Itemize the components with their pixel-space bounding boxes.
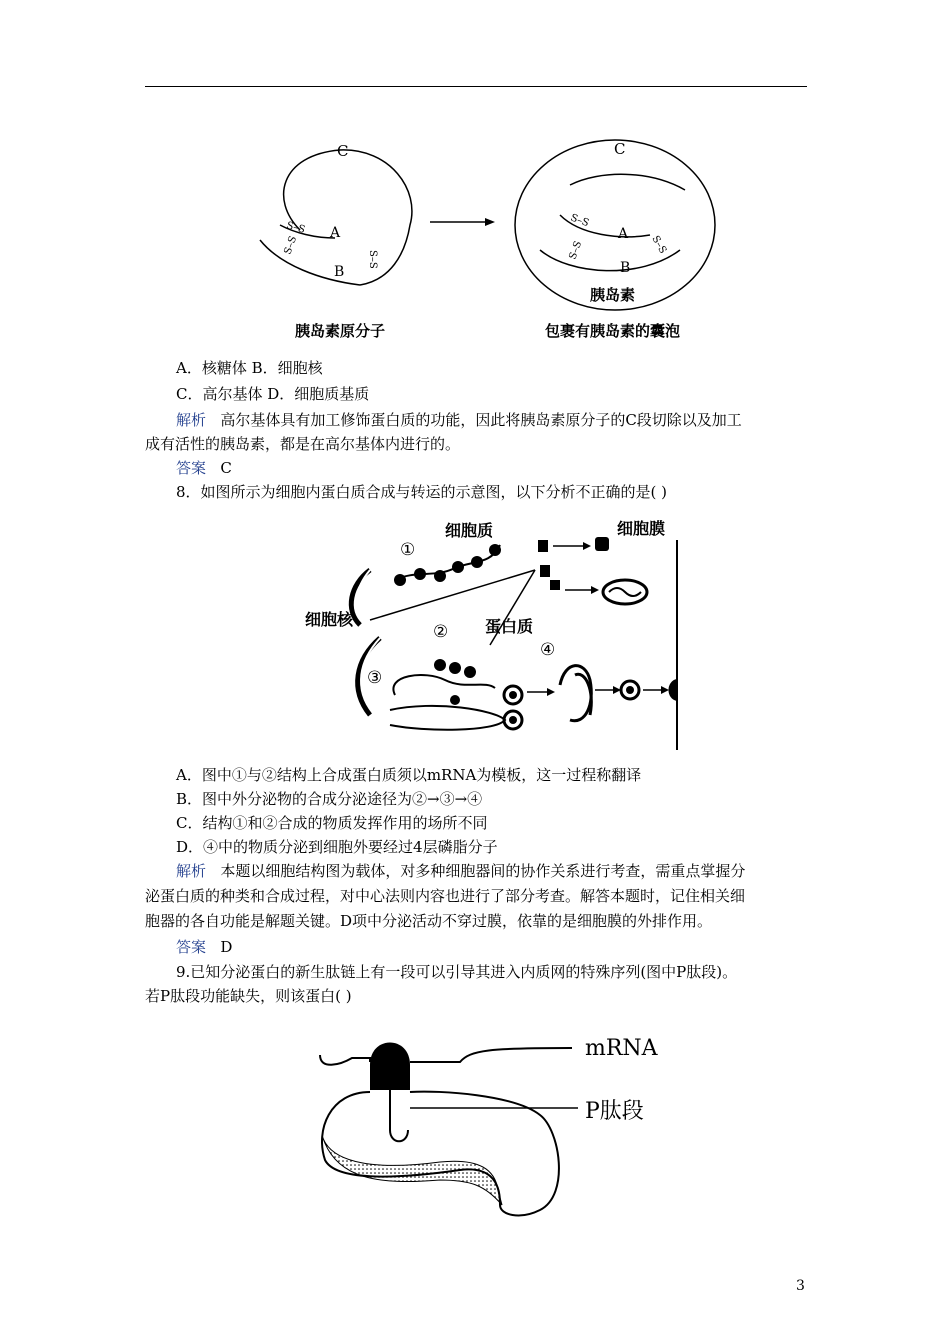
svg-text:S–S: S–S — [367, 250, 378, 269]
analysis-label: 解析 — [176, 411, 207, 429]
right-label-c: C — [614, 140, 626, 158]
answer-label: 答案 — [176, 459, 207, 477]
label-nucleus: 细胞核 — [305, 610, 354, 629]
mark-2: ② — [433, 622, 449, 642]
q8-option-a: A．图中①与②结构上合成蛋白质须以mRNA为模板，这一过程称翻译 — [176, 766, 642, 784]
q8-analysis-2: 泌蛋白质的种类和合成过程，对中心法则内容也进行了部分考查。解答本题时，记住相关细 — [145, 887, 746, 905]
protein-transport-figure — [295, 510, 695, 755]
q7-options-ab: A．核糖体 B．细胞核 — [176, 359, 323, 377]
svg-text:S–S: S–S — [567, 239, 585, 262]
right-label-b: B — [620, 260, 631, 276]
q8-stem: 8．如图所示为细胞内蛋白质合成与转运的示意图，以下分析不正确的是( ) — [176, 483, 668, 501]
mark-4: ④ — [540, 640, 556, 660]
left-label-b: B — [334, 264, 345, 280]
q8-answer: 答案 D — [176, 938, 233, 956]
q9-stem-1: 9.已知分泌蛋白的新生肽链上有一段可以引导其进入内质网的特殊序列(图中P肽段)。 — [176, 963, 738, 981]
mark-1: ① — [400, 540, 416, 560]
q8-option-d: D．④中的物质分泌到细胞外要经过4层磷脂分子 — [176, 838, 498, 856]
svg-text:S–S: S–S — [285, 220, 307, 236]
page-number: 3 — [796, 1278, 805, 1294]
q8-option-c: C．结构①和②合成的物质发挥作用的场所不同 — [176, 814, 488, 832]
analysis-label: 解析 — [176, 862, 207, 880]
svg-text:S–S: S–S — [649, 234, 669, 256]
q7-answer: 答案 C — [176, 459, 232, 477]
left-label-c: C — [337, 142, 349, 160]
label-p-peptide: P肽段 — [585, 1099, 644, 1124]
left-caption: 胰岛素原分子 — [295, 322, 386, 340]
label-mrna: mRNA — [585, 1036, 658, 1061]
right-label-a: A — [618, 226, 629, 242]
q7-options-cd: C．高尔基体 D．细胞质基质 — [176, 385, 370, 403]
label-membrane: 细胞膜 — [617, 519, 666, 538]
label-protein: 蛋白质 — [485, 617, 534, 636]
left-label-a: A — [330, 225, 341, 241]
q9-stem-2: 若P肽段功能缺失，则该蛋白( ) — [145, 987, 352, 1005]
q8-analysis-3: 胞器的各自功能是解题关键。D项中分泌活动不穿过膜，依靠的是细胞膜的外排作用。 — [145, 912, 713, 930]
svg-text:S–S: S–S — [282, 234, 300, 257]
p-peptide-figure — [310, 1020, 690, 1220]
svg-text:S–S: S–S — [568, 212, 591, 230]
q7-analysis-2: 成有活性的胰岛素，都是在高尔基体内进行的。 — [145, 435, 461, 453]
mark-3: ③ — [367, 668, 383, 688]
header-rule — [145, 86, 807, 87]
right-inner-label: 胰岛素 — [590, 286, 636, 304]
right-caption: 包裹有胰岛素的囊泡 — [545, 322, 681, 340]
label-cytoplasm: 细胞质 — [445, 521, 494, 540]
answer-label: 答案 — [176, 938, 207, 956]
insulin-figure — [240, 130, 740, 345]
q7-analysis-1: 解析 高尔基体具有加工修饰蛋白质的功能，因此将胰岛素原分子的C段切除以及加工 — [176, 411, 742, 429]
q8-analysis-1: 解析 本题以细胞结构图为载体，对多种细胞器间的协作关系进行考查，需重点掌握分 — [176, 862, 746, 880]
q8-option-b: B．图中外分泌物的合成分泌途径为②→③→④ — [176, 790, 483, 808]
